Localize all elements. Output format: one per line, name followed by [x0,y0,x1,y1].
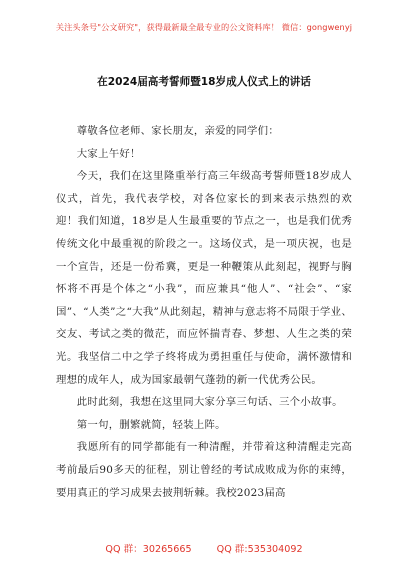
greeting-paragraph: 大家上午好！ [76,147,141,160]
qq-group-1: QQ 群：30265665 [105,544,192,555]
salutation-paragraph: 尊敬各位老师、家长朋友，亲爱的同学们： [76,125,279,137]
body-paragraph: 我愿所有的同学都能有一种清醒，并带着这种清醒走完高考前最后90多天的征程，别让曾经的考试成败成为你的束缚，要用真正的学习成果去披荆斩棘。我校2023届高 [56,441,352,499]
section-heading-paragraph: 第一句，删繁就简，轻装上阵。 [76,418,226,431]
promo-banner: 关注头条号"公文研究"，获得最新最全最专业的公文资料库！ 微信：gongwenyj [55,22,353,32]
document-title: 在2024届高考誓师暨18岁成人仪式上的讲话 [97,76,311,88]
qq-group-2: QQ 群:535304092 [216,544,303,555]
page-footer [0,541,408,555]
document-body [56,120,352,504]
body-paragraph: 此时此刻，我想在这里同大家分享三句话、三个小故事。 [76,396,343,409]
body-paragraph: 今天，我们在这里隆重举行高三年级高考誓师暨18岁成人仪式，首先，我代表学校，对各位家长的到来表示热烈的欢迎！我们知道，18岁是人生最重要的节点之一，也是我们优秀传统文化中最重视的阶段之一。这场仪式，是一项庆祝，也是一个宣告，还是一份希冀，更是一种鞭策从此刻起，视野与胸怀将不再是个体之“小我”，而应兼具“他人”、“社会”、“家国”、“人类”之“大我”从此刻起，精神与意志将不局限于学业、交友、考试之类的微茫，而应怀揣青春、梦想、人生之类的荣光。我坚信二中之学子终将成为勇担重任与使命，满怀激情和理想的成年人，成为国家最朝气蓬勃的新一代优秀公民。 [56,170,352,386]
